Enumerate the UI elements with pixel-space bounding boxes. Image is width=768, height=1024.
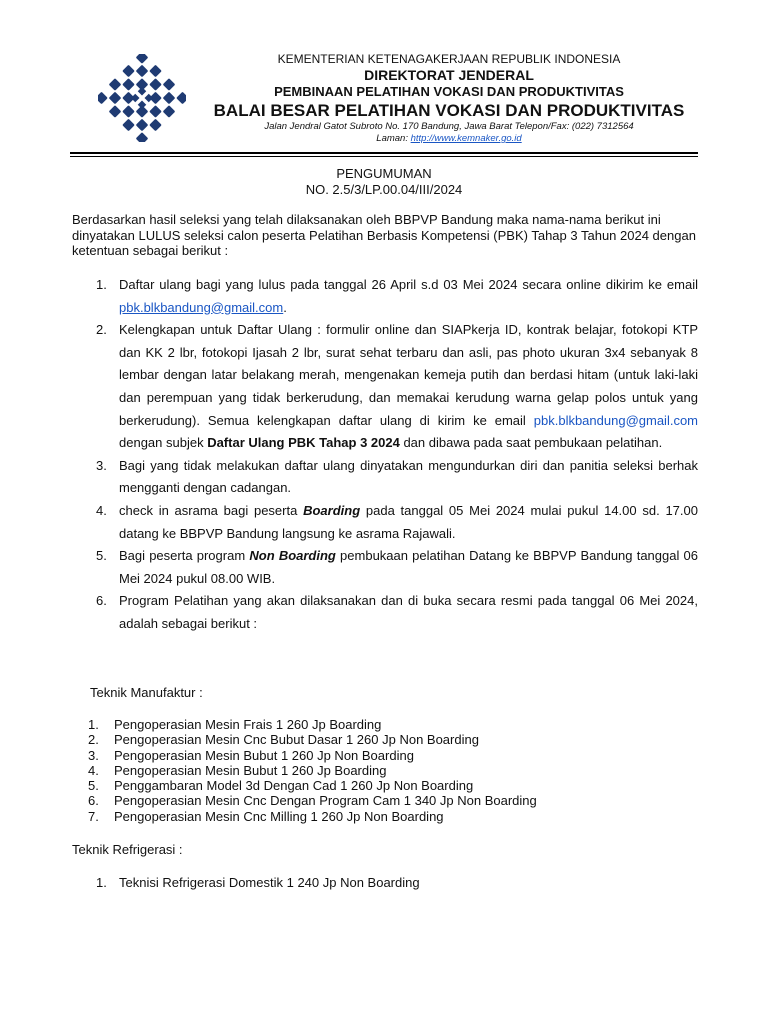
logo-square: [176, 92, 186, 105]
program-number: 3.: [88, 747, 99, 763]
website-line: [200, 133, 698, 145]
program-item: [96, 875, 696, 890]
program-item: [88, 732, 688, 747]
logo-square: [136, 132, 149, 142]
logo-square: [109, 78, 122, 91]
section-title-refrigerasi: Teknik Refrigerasi :: [72, 842, 183, 857]
announcement-number: NO. 2.5/3/LP.00.04/III/2024: [305, 182, 463, 197]
logo-square: [149, 65, 162, 78]
program-list-refrigerasi: [96, 875, 696, 890]
logo-square: [109, 92, 122, 105]
logo-square: [163, 105, 176, 118]
term-text: Kelengkapan untuk Daftar Ulang : formulir online dan SIAPkerja ID, kontrak belajar, fotokopi KTP dan KK 2 lbr, fotokopi Ijasah 2 lbr, surat sehat terbaru dan asli, pas photo ukuran 3x4 sebanyak 8 lembar dengan latar belakang merah, mengenakan kemeja putih dan berdasi hitam (untuk laki-laki dan perempuan yang tidak berkerudung, dan memakai kerudung warna gelap polos untuk yang berkerudung). Semua kelengkapan daftar ulang di kirim ke email: [119, 322, 698, 428]
logo-diamond-pattern: [98, 54, 186, 142]
logo-square: [122, 119, 135, 132]
term-number: 5.: [96, 548, 107, 564]
logo-square: [122, 105, 135, 118]
program-number: 2.: [88, 732, 99, 748]
website-label: Laman:: [376, 133, 408, 144]
term-text-end: .: [283, 299, 287, 315]
term-item-5: [72, 545, 698, 590]
term-text-mid: dengan subjek: [119, 435, 208, 451]
logo-square: [136, 54, 149, 64]
announcement-title: PENGUMUMAN: [336, 166, 432, 181]
program-number: 4.: [88, 762, 99, 778]
program-number: 7.: [88, 808, 99, 824]
kemnaker-logo: [98, 54, 186, 142]
directorate-general: DIREKTORAT JENDERAL: [364, 67, 534, 83]
program-item: [88, 778, 688, 793]
email-link[interactable]: pbk.blkbandung@gmail.com: [533, 412, 698, 428]
program-number: 1.: [88, 717, 99, 732]
term-number: 4.: [96, 502, 107, 518]
term-number: 6.: [96, 593, 107, 609]
program-number: 6.: [88, 793, 99, 809]
directorate-subtitle: PEMBINAAN PELATIHAN VOKASI DAN PRODUKTIVITAS: [274, 84, 624, 99]
term-text-end: dan dibawa pada saat pembukaan pelatihan.: [399, 435, 663, 451]
program-text: Penggambaran Model 3d Dengan Cad 1 260 Jp Non Boarding: [114, 778, 474, 794]
program-item: [88, 763, 688, 778]
logo-square: [122, 65, 135, 78]
term-text: Daftar ulang bagi yang lulus pada tanggal 26 April s.d 03 Mei 2024 secara online dikirim ke email: [119, 277, 698, 292]
section-title-manufaktur: Teknik Manufaktur :: [90, 685, 203, 700]
logo-link: [145, 94, 153, 102]
term-item-6: [72, 590, 698, 635]
terms-list: [72, 274, 698, 636]
term-item-4: [72, 500, 698, 545]
program-text: Pengoperasian Mesin Frais 1 260 Jp Boarding: [114, 717, 382, 732]
term-text: Bagi peserta program: [119, 548, 250, 564]
term-number: 1.: [96, 277, 107, 292]
address-line: Jalan Jendral Gatot Subroto No. 170 Bandung, Jawa Barat Telepon/Fax: (022) 7312564: [264, 121, 634, 132]
logo-link: [138, 101, 146, 109]
program-list-manufaktur: [88, 717, 688, 824]
logo-square: [136, 119, 149, 132]
program-text: Pengoperasian Mesin Cnc Bubut Dasar 1 260 Jp Non Boarding: [114, 732, 479, 748]
logo-square: [122, 78, 135, 91]
logo-link: [131, 94, 139, 102]
logo-square: [98, 92, 108, 105]
letterhead: [200, 52, 698, 145]
logo-link: [138, 87, 146, 95]
logo-square: [109, 105, 122, 118]
program-text: Pengoperasian Mesin Bubut 1 260 Jp Non Boarding: [114, 747, 414, 763]
letterhead-divider-thin: [70, 156, 698, 157]
term-text-end: pada tanggal 05 Mei 2024 mulai pukul 14.00 sd. 17.00 datang ke BBPVP Bandung langsung ke asrama Rajawali.: [119, 502, 698, 541]
logo-square: [163, 92, 176, 105]
logo-square: [136, 65, 149, 78]
program-text: Teknisi Refrigerasi Domestik 1 240 Jp Non Boarding: [119, 875, 420, 890]
program-text: Pengoperasian Mesin Cnc Dengan Program Cam 1 340 Jp Non Boarding: [114, 793, 537, 809]
logo-square: [149, 78, 162, 91]
program-number: 1.: [96, 875, 107, 890]
term-text: Bagi yang tidak melakukan daftar ulang dinyatakan mengundurkan diri dan panitia seleksi berhak mengganti dengan cadangan.: [119, 457, 698, 496]
announcement-heading: [70, 166, 698, 198]
letterhead-divider-thick: [70, 152, 698, 154]
email-subject: Daftar Ulang PBK Tahap 3 2024: [207, 435, 400, 451]
non-boarding-label: Non Boarding: [249, 548, 336, 564]
program-number: 5.: [88, 778, 99, 794]
program-item: [88, 809, 688, 824]
program-item: [88, 717, 688, 732]
program-item: [88, 793, 688, 808]
boarding-label: Boarding: [303, 502, 361, 518]
term-item-1: [72, 274, 698, 319]
term-text: Program Pelatihan yang akan dilaksanakan dan di buka secara resmi pada tanggal 06 Mei 2024, adalah sebagai berikut :: [119, 593, 698, 631]
program-text: Pengoperasian Mesin Bubut 1 260 Jp Boarding: [114, 762, 387, 778]
intro-paragraph: Berdasarkan hasil seleksi yang telah dilaksanakan oleh BBPVP Bandung maka nama-nama berikut ini dinyatakan LULUS seleksi calon peserta Pelatihan Berbasis Kompetensi (PBK) Tahap 3 Tahun 2024 dengan ketentuan sebagai berikut :: [72, 212, 696, 258]
ministry-name: KEMENTERIAN KETENAGAKERJAAN REPUBLIK INDONESIA: [277, 52, 621, 66]
email-link[interactable]: pbk.blkbandung@gmail.com: [119, 299, 284, 315]
program-text: Pengoperasian Mesin Cnc Milling 1 260 Jp Non Boarding: [114, 808, 444, 824]
logo-square: [149, 105, 162, 118]
institution-name: BALAI BESAR PELATIHAN VOKASI DAN PRODUKTIVITAS: [213, 101, 685, 120]
website-link[interactable]: http://www.kemnaker.go.id: [410, 133, 522, 144]
term-item-3: [72, 455, 698, 500]
program-item: [88, 748, 688, 763]
term-number: 3.: [96, 457, 107, 473]
term-item-2: [72, 319, 698, 455]
logo-square: [149, 119, 162, 132]
term-number: 2.: [96, 322, 107, 338]
logo-square: [163, 78, 176, 91]
term-text: check in asrama bagi peserta: [119, 502, 304, 518]
term-text-end: pembukaan pelatihan Datang ke BBPVP Bandung tanggal 06 Mei 2024 pukul 08.00 WIB.: [119, 548, 699, 586]
